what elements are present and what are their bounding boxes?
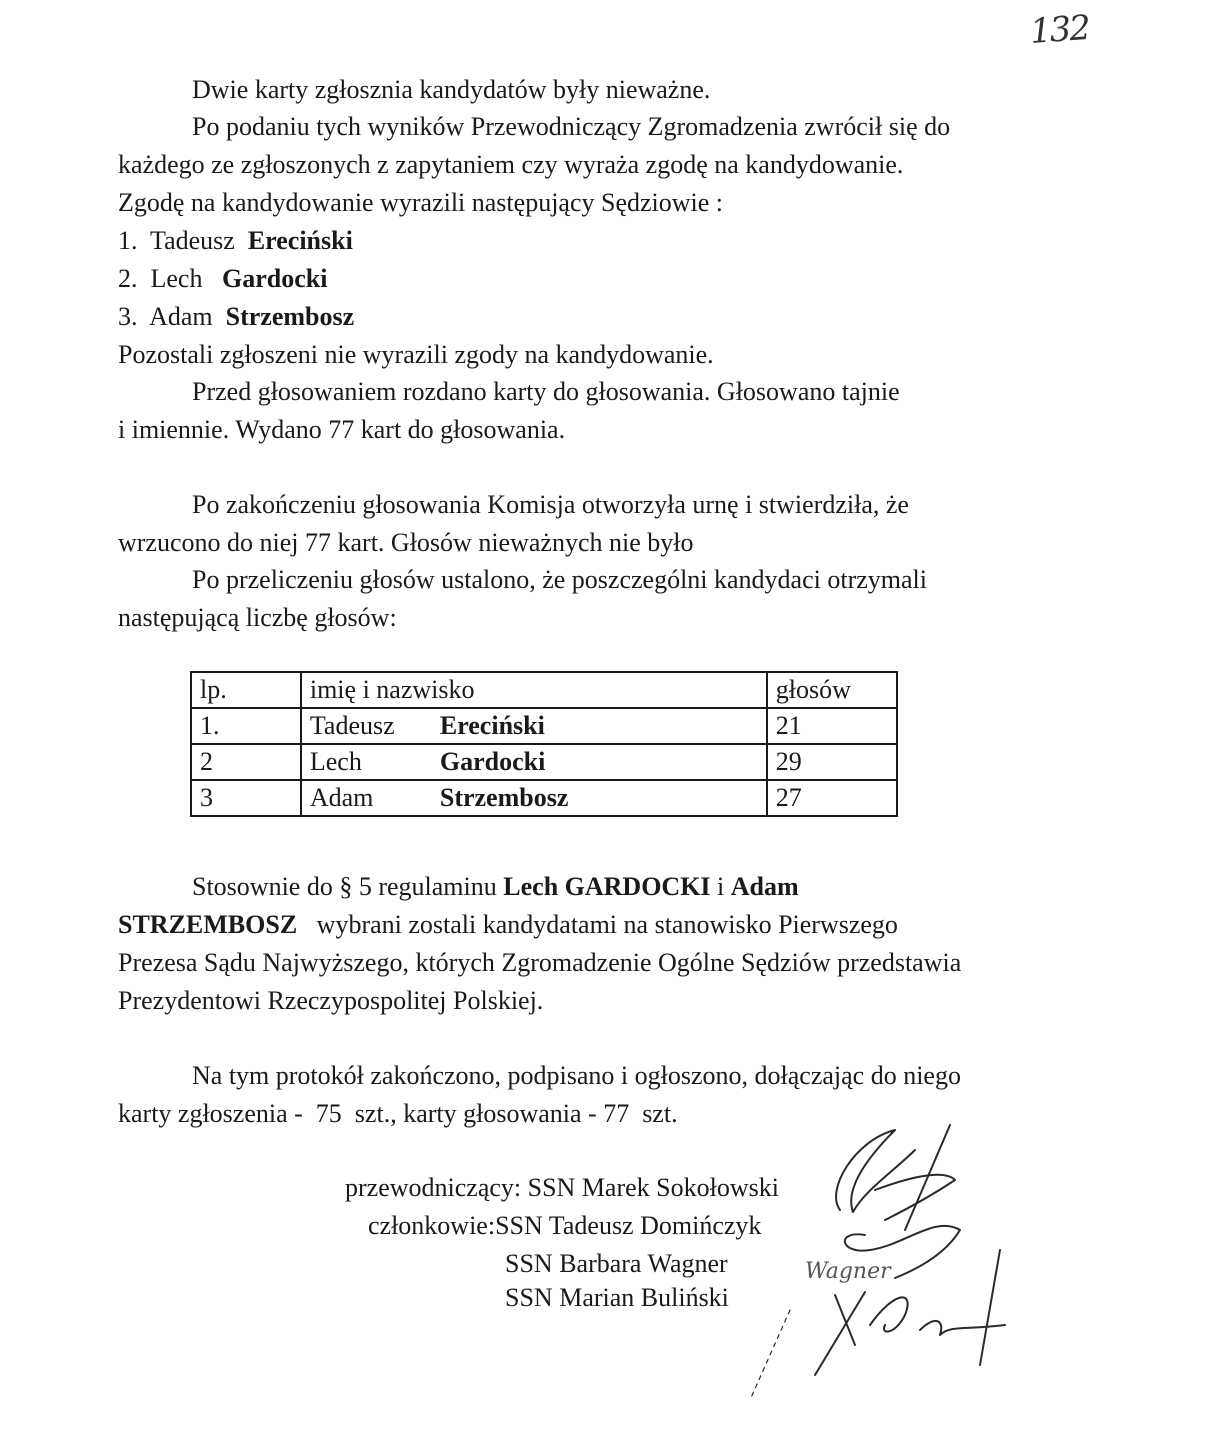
signatory-member: SSN Marian Buliński — [505, 1283, 729, 1312]
cell-first-name: Lech — [309, 747, 362, 776]
paragraph-line: Po podaniu tych wyników Przewodniczący Zgromadzenia zwrócił się do — [192, 112, 951, 141]
paragraph-line: wrzucono do niej 77 kart. Głosów nieważnych nie było — [118, 528, 694, 557]
cell-lp: 2 — [191, 744, 301, 780]
cell-last-name: Strzembosz — [439, 783, 569, 812]
table-row — [191, 780, 897, 816]
list-number: 1. — [118, 226, 138, 255]
result-text: Stosownie do § 5 regulaminu — [192, 872, 504, 901]
paragraph-line: każdego ze zgłoszonych z zapytaniem czy wyraża zgodę na kandydowanie. — [118, 150, 904, 179]
cell-lp: 3 — [191, 780, 301, 816]
header-cell-name: imię i nazwisko — [301, 672, 767, 708]
candidate-last-name: Gardocki — [221, 264, 328, 293]
candidate-first-name: Lech — [150, 264, 203, 293]
cell-votes: 21 — [767, 708, 897, 744]
page-number: 132 — [1028, 7, 1091, 53]
table-row — [191, 744, 897, 780]
paragraph-line: Po zakończeniu głosowania Komisja otworzyła urnę i stwierdziła, że — [192, 490, 909, 519]
signatory-chair: przewodniczący: SSN Marek Sokołowski — [345, 1173, 779, 1202]
paragraph-line: i imiennie. Wydano 77 kart do głosowania. — [118, 415, 566, 444]
result-line: Prezesa Sądu Najwyższego, których Zgromadzenie Ogólne Sędziów przedstawia — [118, 948, 962, 977]
cell-last-name: Ereciński — [439, 711, 545, 740]
elected-name: Adam — [730, 872, 799, 901]
candidate-list-item — [118, 226, 353, 256]
paragraph-line: Zgodę na kandydowanie wyrazili następujący Sędziowie : — [118, 188, 724, 217]
closing-line: karty zgłoszenia - 75 szt., karty głosowania - 77 szt. — [118, 1099, 678, 1128]
result-text: i — [710, 872, 731, 901]
result-text: wybrani zostali kandydatami na stanowisko Pierwszego — [297, 910, 898, 939]
cell-name — [301, 780, 767, 816]
candidate-first-name: Tadeusz — [150, 226, 235, 255]
signatory-member: SSN Barbara Wagner — [505, 1249, 728, 1278]
cell-first-name: Adam — [309, 783, 374, 812]
header-cell-lp: lp. — [191, 672, 301, 708]
candidate-last-name: Strzembosz — [225, 302, 355, 331]
table-row — [191, 708, 897, 744]
list-number: 2. — [118, 264, 138, 293]
candidate-list-item — [118, 302, 354, 332]
elected-name: Lech GARDOCKI — [503, 872, 711, 901]
paragraph-line: Pozostali zgłoszeni nie wyrazili zgody na kandydowanie. — [118, 340, 714, 369]
cell-name — [301, 708, 767, 744]
signatory-member: członkowie:SSN Tadeusz Domińczyk — [368, 1211, 762, 1240]
closing-line: Na tym protokół zakończono, podpisano i ogłoszono, dołączając do niego — [192, 1061, 961, 1090]
table-header-row — [191, 672, 897, 708]
paragraph-line: Przed głosowaniem rozdano karty do głosowania. Głosowano tajnie — [192, 377, 900, 406]
result-line — [192, 872, 799, 902]
header-cell-votes: głosów — [767, 672, 897, 708]
candidate-first-name: Adam — [149, 302, 213, 331]
result-line: Prezydentowi Rzeczypospolitej Polskiej. — [118, 986, 544, 1015]
handwritten-signatures — [745, 1120, 1045, 1400]
cell-votes: 27 — [767, 780, 897, 816]
paragraph-line: następującą liczbę głosów: — [118, 603, 397, 632]
cell-name — [301, 744, 767, 780]
cell-lp: 1. — [191, 708, 301, 744]
cell-last-name: Gardocki — [439, 747, 546, 776]
cell-votes: 29 — [767, 744, 897, 780]
paragraph-invalid-cards: Dwie karty zgłosznia kandydatów były nieważne. — [192, 75, 711, 104]
candidate-list-item — [118, 264, 327, 294]
candidate-last-name: Ereciński — [247, 226, 353, 255]
votes-table — [190, 671, 898, 817]
cell-first-name: Tadeusz — [309, 711, 395, 740]
elected-name: STRZEMBOSZ — [118, 910, 298, 939]
list-number: 3. — [118, 302, 138, 331]
paragraph-line: Po przeliczeniu głosów ustalono, że poszczególni kandydaci otrzymali — [192, 565, 927, 594]
result-line — [118, 910, 898, 940]
signature-wagner: Wagner — [805, 1259, 891, 1284]
